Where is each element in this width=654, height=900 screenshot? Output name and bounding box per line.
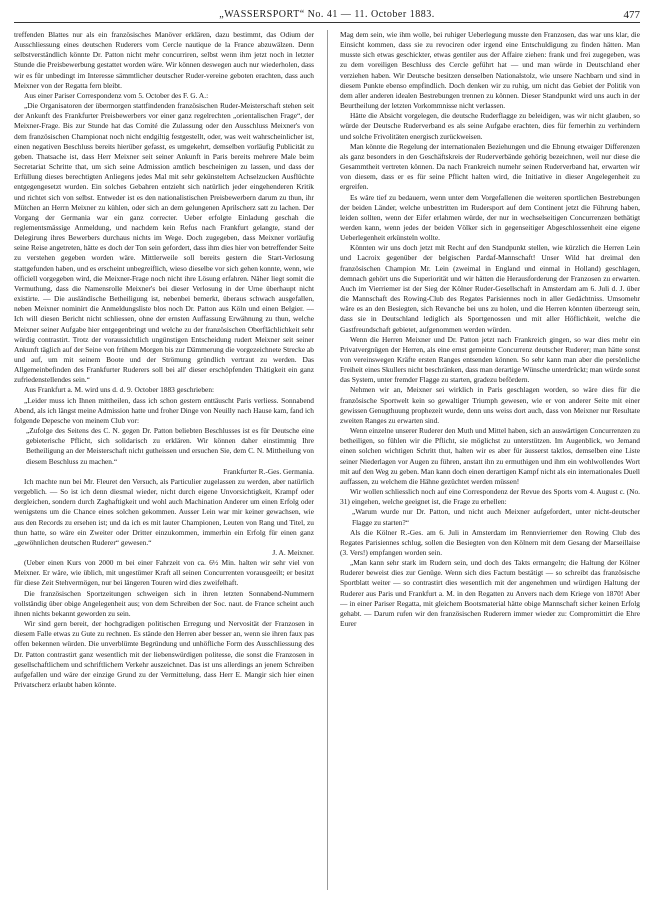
paragraph: Wir sind gern bereit, der hochgradigen politischen Erregung und Nervosität der Franzosen in diesem Falle etwas zu Gute zu rechnen. Es stände den Herren aber besser an, wenn sie ihren faux pas offen bekennen würden. Die unverblümte Begründung und unhöfliche Form des Ausschliessung des Dr. Patton contrastirt ganz wesentlich mit der liebenswürdigen politesse, die sonst die Franzosen in gesellschaftlichem und schriftlichem Verkehr auszeichnet. Das ist uns allerdings an jenem Schreiben aufgefallen und wäre der einzige Grund zu der Vermittelung, dass Herr E. Mangir sich hier einen Privatscherz erlaubt haben könnte. — [14, 619, 314, 689]
paragraph: (Ueber einen Kurs von 2000 m bei einer Fahrzeit von ca. 6½ Min. halten wir sehr viel von Meixner. Er wäre, wie üblich, mit ungestümer Kraft all seinen Concurrenten vorausgeeilt; er besitzt für diese Zeit Stehvermögen, nur bei längeren Touren wird dies zweifelhaft. — [14, 558, 314, 588]
paragraph: „Leider muss ich Ihnen mittheilen, dass ich schon gestern enttäuscht Paris verliess. Sonnabend Abend, als ich längst meine Admission hatte und froher Dinge von Neuilly nach Hause kam, fand ich folgende Depesche von meinem Club vor: — [14, 395, 314, 425]
paragraph: Wir wollen schliesslich noch auf eine Correspondenz der Revue des Sports vom 4. August c. (No. 31) eingehen, welche geeignet ist, die Frage zu erhellen: — [340, 487, 640, 507]
paragraph: „Man kann sehr stark im Rudern sein, und doch des Takts ermangeln; die Haltung der Kölner Ruderer beweist dies zur Genüge. Wenn sich dies Factum bestätigt — so schreibt das französische Sportblatt weiter — so contrastirt dies wesentlich mit der angenehmen und würdigen Haltung der Ruderer aus Paris und Frankfurt a. M. in den Regatten zu Anvers nach dem Kriege von 1870! Aber — in einer Pariser Regatta, mit gleichem Bootsmaterial hätte obige Mannschaft sicher keinen Erfolg gehabt. — Darum rufen wir den französischen Ruderern immer wieder zu: Compromittirt die Ehre Eurer — [340, 558, 640, 629]
paragraph: Mag dem sein, wie ihm wolle, bei ruhiger Ueberlegung musste den Franzosen, das war uns klar, die Einsicht kommen, dass sie zu revociren oder irgend eine Entschuldigung zu finden hätten. Man musste sich etwas geschickter, etwas gentiler aus der Affaire ziehen: frank und frei zugegeben, was zu dem voreiligen Beschluss des Cercle geführt hat — und man würde in Deutschland eher verziehen haben. Wir Deutsche besitzen denselben Nationalstolz, wie unsere Nachbarn und sind in diesem Punkte ebenso empfindlich. Doch denken wir zu ruhig, um nicht das Gebiet der Politik von dem aller anderen idealen Bestrebungen trennen zu können. Dieser Standpunkt wird uns auch in der Beurtheilung der letzten Vorkommnisse nicht verlassen. — [340, 30, 640, 111]
paragraph: Aus einer Pariser Correspondenz vom 5. October des F. G. A.: — [24, 90, 209, 100]
column-divider — [327, 30, 328, 890]
paragraph: Könnten wir uns doch jetzt mit Recht auf den Standpunkt stellen, wie kürzlich die Herren Lein und Lacroix gegenüber der belgischen Pardaf-Mannschaft! Unser Wild hat dreimal den französischen Champion Mr. Lein (zweimal in England und einmal in Holland) geschlagen, demnach gehört uns die Superiorität und wir hätten die Herausforderung der Franzosen zu erwarten. Auch im Vierriemer ist der Sieg der Kölner Ruder-Gesellschaft in Amsterdam am 6. Juli d. J. über die Mannschaft des Rowing-Club des Regates Parisiennes noch in aller Gedächtniss. Umsomehr wäre es an den Besiegten, sich Revanche bei uns zu holen, und die Herren könnten überzeugt sein, dass sie in Deutschland lediglich als Sportgenossen und mit aller Höflichkeit, welche die Gastfreundschaft gebietet, aufgenommen werden würden. — [340, 243, 640, 334]
quoted-question: „Warum wurde nur Dr. Patton, und nicht auch Meixner aufgefordert, unter nicht-deutscher Flagge zu starten?“ — [352, 507, 640, 527]
quoted-telegram: „Zufolge des Seitens des C. N. gegen Dr. Patton beliebten Beschlusses ist es für Deutsche eine gebieterische Pflicht, sich solidarisch zu erklären. Wir können daher einstimmig Ihre Betheiligung an der Meisterschaft nicht gutheissen und ersuchen Sie, dem C. N. Mittheilung von diesem Beschluss zu machen.“ — [26, 426, 314, 466]
paragraph: Wenn einzelne unserer Ruderer den Muth und Mittel haben, sich an auswärtigen Concurrenzen zu betheiligen, so fühlen wir die Pflicht, sie möglichst zu unterstützen. Im Augenblick, wo Jemand einen solchen wichtigen Schritt thut, halten wir es aber für äusserst taktlos, demselben eine Liste seiner Niederlagen vor Augen zu führen, anstatt ihn zu ermuthigen und ihm ein wohlwollendes Wort mit auf den Weg zu geben. Man kann doch einen derartigen Kampf nicht als ein internationales Duell auffassen, zu welchem die Hähne gezüchtet werden müssen! — [340, 426, 640, 486]
paragraph: „Die Organisatoren der übermorgen stattfindenden französischen Ruder-Meisterschaft stehen seit der Ankunft des Frankfurter Preisbewerbers vor einer ganz regelrechten „orientalischen Frage“, der Meixner-Frage. Bis zur Stunde hat das Comité die Zulassung oder den Ausschluss Meixner's von dem französischen Championat noch nicht endgiltig festgestellt, oder, was weit wahrscheinlicher ist, einen negativen Beschluss bereits hierüber gefasst, es umgekehrt, demselben vorläufig Publicität zu geben. Thatsache ist, dass Herr Meixner seit seiner Ankunft in Paris bereits mehrere Male beim Secretariat Schritte that, um sich seine Admission amtlich bescheinigen zu lassen, und dass der Erfüllung dieses berechtigten Anliegens jedes Mal mit sehr gekünsteltem Achselzucken Ausflüchte entgegengesetzt wurden. Ein solches Gebahren entzieht sich natürlich jeder eingehenderen Kritik und richtet sich von selbst. Entweder ist es den nationalistischen Preisbewerbern darum zu thun, ihr Mütchen an Herrn Meixner zu kühlen, oder sich an dem gelungenen Aprilscherz satt zu lachen. Der Vorgang der Germania war ein ganz correcter. Ueber erfolgte Einladung geschah die reglementsmässige Anmeldung, und nachdem kein Refus nach Frankfurt gelangte, stand der Delegirung ihres Bewerbers durchaus nichts im Wege. Doch zugegeben, dass Meixner vorläufig seine Reise angetreten, hätte es doch der Ton sein gefordert, dass ihm dies hier von betreffender Seite zu verstehen gegeben worden wäre. Mittlerweile soll bereits gestern die Start-Verlosung stattgefunden haben, und es erscheint unbegreiflich, wieso dieselbe vor sich gehen konnte, wenn, wie officiell vorgegeben wird, die Meixner-Frage noch nicht ihre Lösung erfahren. Näher liegt somit die Vermuthung, dass die Namensrolle Meixner's bei dieser Verlosung in der Urne überhaupt nicht existirte. — Die ausländische Betheiligung ist, nebenbei bemerkt, überaus schwach ausgefallen, neben Meixner nominirt die Anmeldungsliste blos noch Dr. Patton aus Köln und einen Belgier. — Ich will diesen Bericht nicht schliessen, ohne der ernsten Auffassung Erwähnung zu thun, welche Meixner seiner Aufgabe hier entgegenbringt und welche zu der französischen Oberflächlichkeit sehr würdig contrastirt. Trotz der voraussichtlich ungünstigen Entscheidung rudert Meixner seit seiner Ankunft täglich auf der Seine von frühem Morgen bis zur Dämmerung die vorgezeichnete Strecke ab und auf, um mit seinem Boote und der Strömung gründlich vertraut zu werden. Das Allgemeinbefinden des Frankfurter Ruderers soll bei all' dieser erschöpfenden Thätigkeit ein ganz zufriedenstellendes sein.“ — [14, 101, 314, 385]
paragraph: Die französischen Sportzeitungen schweigen sich in ihren letzten Sonnabend-Nummern vollständig über obige Angelegenheit aus; von dem Schreiben der Soc. naut. de France scheint auch ihnen nichts bekannt geworden zu sein. — [14, 588, 314, 618]
signature: Frankfurter R.-Ges. Germania. — [223, 466, 314, 476]
paragraph: Es wäre tief zu bedauern, wenn unter dem Vorgefallenen die weiteren sportlichen Bestrebungen der beiden Länder, welche unbestritten im Rudersport auf dem Continent jetzt die Führung haben, leiden sollten, wenn der Eifer erlahmen würde, der nur in wechselseitigen Concurrenzen bethätigt werden kann, wenn jedes der beiden Völker sich in gegenseitiger Abgeschlossenheit eine eigene Ueberlegenheit erkünsteln wollte. — [340, 192, 640, 243]
signature: J. A. Meixner. — [272, 547, 314, 557]
running-title: „WASSERSPORT“ No. 41 — 11. October 1883. — [219, 9, 435, 20]
paragraph: Nehmen wir an, Meixner sei wirklich in Paris geschlagen worden, so wäre dies für die französische Sportwelt kein so gewaltiger Triumph gewesen, wie er von anderer Seite mit einer gewissen Genugthuung prophezeit wurde, denn uns weiss dort auch, dass von Meixner nur Resultate zweiten Ranges zu erwarten sind. — [340, 385, 640, 425]
paragraph: Hätte die Absicht vorgelegen, die deutsche Ruderflagge zu beleidigen, was wir nicht glauben, so würde der Deutsche Ruderverband es als seine Aufgabe erachten, dies für fernerhin zu verhindern und solche Frivolitäten energisch zurückweisen. — [340, 111, 640, 141]
paragraph: Aus Frankfurt a. M. wird uns d. d. 9. October 1883 geschrieben: — [24, 385, 215, 395]
right-column — [340, 30, 640, 890]
paragraph: Man könnte die Regelung der internationalen Beziehungen und die Ebnung etwaiger Differenzen als ganz besonders in den Geschäftskreis der Ruderverbände gehörig bezeichnen, weil nur diese die Gesammtheit vertreten können. Da nach Frankreich numehr seinen Ruderverband hat, erwarten wir von diesem, dass er es für seine Pflicht halten wird, die Initiative in dieser Angelegenheit zu ergreifen. — [340, 141, 640, 192]
page-number: 477 — [623, 9, 640, 21]
left-column — [14, 30, 314, 890]
paragraph: Wenn die Herren Meixner und Dr. Patton jetzt nach Frankreich gingen, so war dies mehr ein Privatvergnügen der Herren, als eine ernst gemeinte Concurrenz deutscher Ruderer; man hätte sonst von vereinswegen Kräfte ersten Ranges entsenden können. So sehr kann man aber die persönliche Freiheit eines Skullers nicht beschränken, dass man derartige Wünsche unterdrückt; man würde sonst das System, unter fremder Flagge zu starten, gradezu befördern. — [340, 334, 640, 385]
paragraph: treffenden Blattes nur als ein französisches Manöver erklären, dazu bestimmt, das Odium der Ausschliessung eines deutschen Ruderers vom Cercle nautique de la France abzuwälzen. Denn selbstverständlich könnte Dr. Patton nicht mehr concurriren, selbst wenn ihm jetzt noch in letzter Stunde die Preisbewerbung gestattet worden wäre. Wir können deswegen auch nur wiederholen, dass wir es für unbedingt im Interesse sämmtlicher deutscher Ruder-vereine geboten erachten, dass auch Meixner von der Regatta fern bleibt. — [14, 30, 314, 90]
page-header — [14, 8, 640, 23]
paragraph: Ich machte nun bei Mr. Fleuret den Versuch, als Particulier zugelassen zu werden, aber natürlich vergeblich. — So ist ich denn diesmal wieder, nicht durch eigene Unvorsichtigkeit, Krampf oder dergleichen, sondern durch Zaghaftigkeit und wohl auch Machination Anderer um einen Erfolg oder wenigstens um die Chance eines solchen gekommen. Ausser Lein war mir keiner gewachsen, wie aus den Records zu ersehen ist; und da ich es mit lauter Championen, Leuten von Rang und Titel, zu thun hatte, so wäre ein Zweiter oder Dritter einzukommen, immerhin ein Erfolg für einen ganz „gewöhnlichen deutschen Ruderer“ gewesen.“ — [14, 476, 314, 547]
paragraph: Als die Kölner R.-Ges. am 6. Juli in Amsterdam im Rennvierriemer den Rowing Club des Regates Parisiennes schlug, sollen die Besiegten von den Kölnern mit dem Gesang der Marseillaise (3. Vers!) empfangen worden sein. — [340, 527, 640, 557]
